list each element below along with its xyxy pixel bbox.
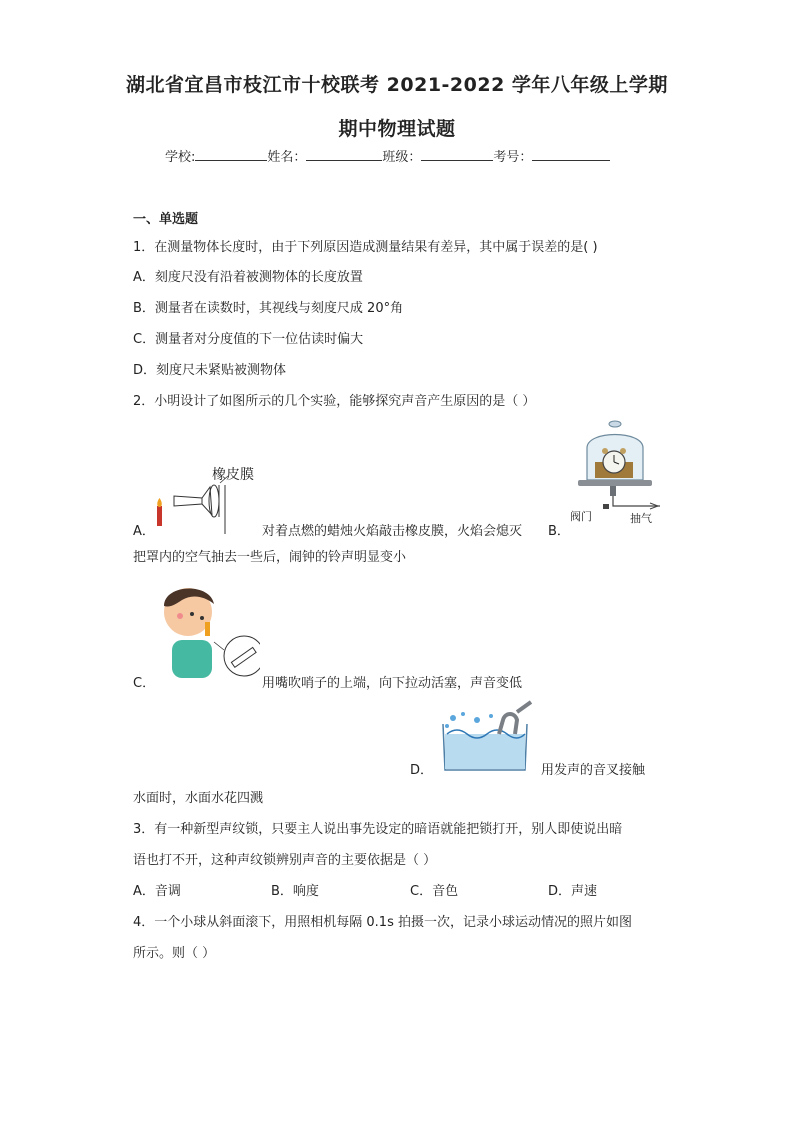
question-2-option-d-label: D． (410, 763, 434, 778)
question-3-option-b: B．响度 (271, 884, 319, 899)
question-3-stem-line2: 语也打不开，这种声纹锁辨别声音的主要依据是（ ） (133, 853, 437, 868)
question-2-option-c-label: C． (133, 676, 156, 691)
valve-label: 阀门 (570, 510, 592, 523)
school-blank[interactable] (195, 148, 267, 161)
question-2-option-a-label: A． (133, 524, 155, 539)
boy-whistle-figure (152, 578, 260, 680)
question-1-option-a: A．刻度尺没有沿着被测物体的长度放置 (133, 270, 363, 285)
whistle-icon (205, 622, 210, 636)
bell-jar-figure (570, 418, 665, 530)
name-blank[interactable] (306, 148, 382, 161)
section-heading: 一、单选题 (133, 212, 199, 227)
pump-label: 抽气 (630, 512, 652, 525)
page-title-line2: 期中物理试题 (338, 118, 456, 140)
question-1-option-d: D．刻度尺未紧贴被测物体 (133, 363, 287, 378)
rubber-membrane-drum-figure (150, 462, 265, 534)
question-2-option-d-text: 用发声的音叉接触 (541, 763, 646, 778)
question-2-option-b-text: 把罩内的空气抽去一些后，闹钟的铃声明显变小 (133, 550, 407, 565)
question-3-option-c: C．音色 (410, 884, 459, 899)
question-4-stem-line1: 4．一个小球从斜面滚下，用照相机每隔 0.1s 拍摄一次，记录小球运动情况的照片如图 (133, 915, 632, 930)
tuning-fork-icon (499, 714, 517, 734)
student-info-fields (165, 146, 610, 165)
question-4-stem-line2: 所示。则（ ） (133, 946, 216, 961)
question-1-stem: 1．在测量物体长度时，由于下列原因造成测量结果有差异，其中属于误差的是( ) (133, 240, 598, 255)
exam-number-blank[interactable] (532, 148, 610, 161)
candle-icon (157, 506, 162, 526)
question-2-option-b-label: B． (548, 524, 570, 539)
name-label: 姓名： (267, 150, 307, 165)
page-title-line1: 湖北省宜昌市枝江市十校联考 2021-2022 学年八年级上学期 (126, 74, 668, 96)
question-2-stem: 2．小明设计了如图所示的几个实验，能够探究声音产生原因的是（ ） (133, 394, 536, 409)
question-3-stem-line1: 3．有一种新型声纹锁，只要主人说出事先设定的暗语就能把锁打开，别人即使说出暗 (133, 822, 623, 837)
membrane-label: 橡皮膜 (212, 467, 254, 483)
question-2-option-d-text-cont: 水面时，水面水花四溅 (133, 791, 264, 806)
school-label: 学校: (165, 150, 196, 165)
question-2-option-c-text: 用嘴吹哨子的上端，向下拉动活塞，声音变低 (262, 676, 523, 691)
tuning-fork-water-figure (433, 700, 533, 774)
question-1-option-c: C．测量者对分度值的下一位估读时偏大 (133, 332, 364, 347)
question-3-option-d: D．声速 (548, 884, 598, 899)
question-1-option-b: B．测量者在读数时，其视线与刻度尺成 20°角 (133, 301, 404, 316)
question-2-option-a-text: 对着点燃的蜡烛火焰敲击橡皮膜，火焰会熄灭 (262, 524, 523, 539)
class-label: 班级： (382, 150, 422, 165)
question-3-option-a: A．音调 (133, 884, 181, 899)
class-blank[interactable] (421, 148, 493, 161)
exam-number-label: 考号： (493, 150, 533, 165)
